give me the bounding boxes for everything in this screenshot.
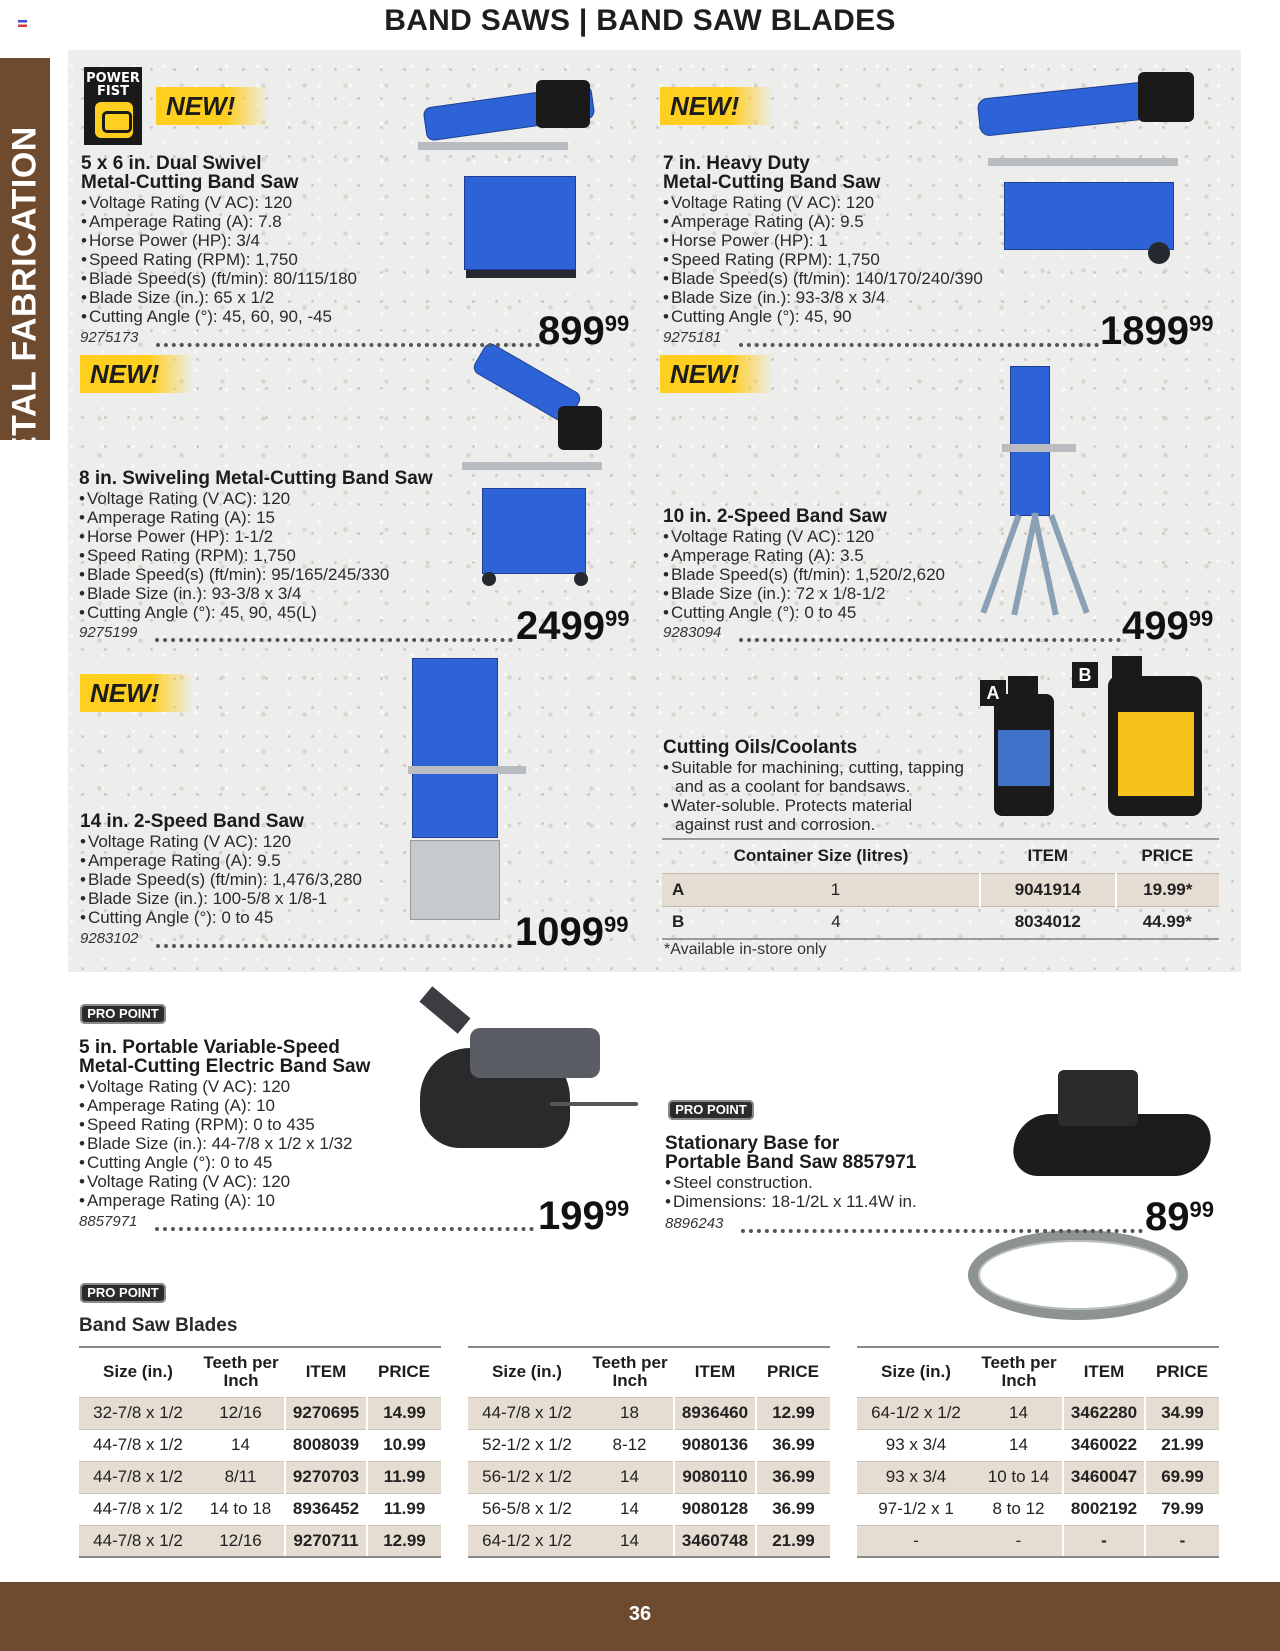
section-tab-label: METAL FABRICATION [5, 126, 44, 488]
product-14in-band-saw [80, 812, 362, 927]
product-title: 14 in. 2-Speed Band Saw [80, 811, 304, 832]
availability-note: *Available in-store only [664, 941, 827, 958]
product-10in-band-saw [663, 507, 945, 622]
table-row: 56-5/8 x 1/2 14 9080128 36.99 [468, 1493, 830, 1525]
fist-icon [95, 102, 133, 138]
spec-list: • Voltage Rating (V AC): 120 • Amperage Rating (A): 7.8 • Horse Power (HP): 3/4 • Speed Rating (RPM): 1,750 • Blade Speed(s) (ft/min): 80/115/180 • Blade Size (in.): 65 x 1/2 • Cutting Angle (°): 45, 60, 90, -45 [81, 193, 357, 326]
spec-list: • Steel construction. • Dimensions: 18-1/2L x 11.4W in. [665, 1173, 917, 1211]
price: $899^{99}$ [538, 309, 630, 353]
product-image-7in-band-saw [978, 72, 1210, 268]
table-row: 44-7/8 x 1/2 8/11 9270703 11.99 [79, 1461, 441, 1493]
blade-table-1: Size (in.) Teeth per Inch ITEM PRICE 32-7/8 x 1/2 12/16 9270695 14.99 44-7/8 x 1/2 14 8008039 10.99 44-7/8 x 1/2 8/11 9270703 11.99 44-7/8 x 1/2 14 to 18 8936452 11.99 44-7/8 x 1/2 12/16 9270711 12.99 [79, 1346, 441, 1558]
label-a: A [980, 680, 1006, 706]
page-number: 36 [628, 1603, 652, 1625]
blade-table-3: Size (in.) Teeth per Inch ITEM PRICE 64-1/2 x 1/2 14 3462280 34.99 93 x 3/4 14 3460022 21.99 93 x 3/4 10 to 14 3460047 69.99 97-1/2 x 1 8 to 12 8002192 79.99 - - - - [857, 1346, 1219, 1558]
product-title: 5 x 6 in. Dual Swivel Metal-Cutting Band Saw [81, 153, 299, 193]
blade-table-2: Size (in.) Teeth per Inch ITEM PRICE 44-7/8 x 1/2 18 8936460 12.99 52-1/2 x 1/2 8-12 9080136 36.99 56-1/2 x 1/2 14 9080110 36.99 56-5/8 x 1/2 14 9080128 36.99 64-1/2 x 1/2 14 3460748 21.99 [468, 1346, 830, 1558]
spec-list: • Voltage Rating (V AC): 120 • Amperage Rating (A): 10 • Speed Rating (RPM): 0 to 435 • Blade Size (in.): 44-7/8 x 1/2 x 1/32 • Cutting Angle (°): 0 to 45 • Voltage Rating (V AC): 120 • Amperage Rating (A): 10 [79, 1077, 370, 1210]
sku-row [665, 1215, 1143, 1237]
page-title: BAND SAWS | BAND SAW BLADES [384, 4, 896, 37]
product-8in-band-saw [79, 469, 433, 622]
col-header: Container Size (litres) [662, 839, 980, 873]
table-row: 64-1/2 x 1/2 14 3460748 21.99 [468, 1525, 830, 1557]
product-image-10in-band-saw [980, 362, 1100, 620]
sku: 9275173 [80, 329, 139, 346]
oil-jug-b-image [1108, 656, 1204, 818]
power-fist-logo: POWER FIST [84, 67, 142, 145]
table-row: 44-7/8 x 1/2 18 8936460 12.99 [468, 1397, 830, 1429]
price: 1099$^{99}$ [515, 910, 629, 954]
spec-list: • Voltage Rating (V AC): 120 • Amperage Rating (A): 9.5 • Blade Speed(s) (ft/min): 1,476/3,280 • Blade Size (in.): 100-5/8 x 1/8-1 • Cutting Angle (°): 0 to 45 [80, 832, 362, 927]
table-row: 44-7/8 x 1/2 12/16 9270711 12.99 [79, 1525, 441, 1557]
table-row: 64-1/2 x 1/2 14 3462280 34.99 [857, 1397, 1219, 1429]
pro-point-logo: PRO POINT [668, 1100, 754, 1120]
new-badge: NEW! [80, 355, 193, 393]
section-tab [0, 58, 50, 488]
product-image-14in-band-saw [408, 658, 528, 922]
sku-row [663, 624, 1121, 646]
product-title: 8 in. Swiveling Metal-Cutting Band Saw [79, 468, 433, 489]
sku: 9283102 [80, 930, 139, 947]
price: $499^{99}$ [1122, 604, 1214, 648]
sku-row [663, 329, 1099, 351]
product-title: 10 in. 2-Speed Band Saw [663, 506, 887, 527]
sku: 8896243 [665, 1215, 724, 1232]
table-row: 44-7/8 x 1/2 14 to 18 8936452 11.99 [79, 1493, 441, 1525]
product-5x6-band-saw [81, 154, 357, 326]
price: $199^{99}$ [538, 1194, 630, 1238]
spec-list: • Voltage Rating (V AC): 120 • Amperage Rating (A): 15 • Horse Power (HP): 1-1/2 • Speed Rating (RPM): 1,750 • Blade Speed(s) (ft/min): 95/165/245/330 • Blade Size (in.): 93-3/8 x 3/4 • Cutting Angle (°): 45, 90, 45(L) [79, 489, 433, 622]
product-title: Cutting Oils/Coolants [663, 737, 858, 758]
sku-row [79, 1213, 534, 1235]
product-title: 7 in. Heavy Duty Metal-Cutting Band Saw [663, 153, 881, 193]
product-stationary-base [665, 1134, 917, 1211]
product-title: 5 in. Portable Variable-Speed Metal-Cutting Electric Band Saw [79, 1037, 371, 1077]
sku: 9275199 [79, 624, 138, 641]
sku-row [80, 930, 512, 952]
col-header: PRICE [1116, 839, 1219, 873]
new-badge: NEW! [156, 87, 269, 125]
new-badge: NEW! [660, 355, 773, 393]
col-header: ITEM [980, 839, 1116, 873]
table-row: A 1 9041914 19.99* [662, 873, 1219, 906]
table-row: B 4 8034012 44.99* [662, 906, 1219, 939]
oil-price-table [662, 838, 1219, 940]
pro-point-logo: PRO POINT [80, 1004, 166, 1024]
product-image-8in-band-saw [462, 356, 608, 588]
price: 1899$^{99}$ [1100, 309, 1214, 353]
product-title: Stationary Base for Portable Band Saw 8857971 [665, 1133, 917, 1173]
spec-list: • Voltage Rating (V AC): 120 • Amperage Rating (A): 9.5 • Horse Power (HP): 1 • Speed Rating (RPM): 1,750 • Blade Speed(s) (ft/min): 140/170/240/390 • Blade Size (in.): 93-3/8 x 3/4 • Cutting Angle (°): 45, 90 [663, 193, 983, 326]
product-portable-band-saw [79, 1038, 370, 1210]
new-badge: NEW! [660, 87, 773, 125]
pro-point-logo: PRO POINT [80, 1283, 166, 1303]
table-row: 52-1/2 x 1/2 8-12 9080136 36.99 [468, 1429, 830, 1461]
blades-heading: Band Saw Blades [79, 1315, 238, 1336]
price: 2499$^{99}$ [516, 604, 630, 648]
sku: 9275181 [663, 329, 722, 346]
table-row: 97-1/2 x 1 8 to 12 8002192 79.99 [857, 1493, 1219, 1525]
product-image-blade-ring [968, 1230, 1190, 1322]
price: $89^{99}$ [1145, 1195, 1214, 1239]
table-row: 93 x 3/4 10 to 14 3460047 69.99 [857, 1461, 1219, 1493]
sku-row [79, 624, 513, 646]
new-badge: NEW! [80, 674, 193, 712]
table-row: - - - - [857, 1525, 1219, 1557]
product-image-5x6-band-saw [418, 76, 602, 288]
product-image-stationary-base [1014, 1064, 1214, 1188]
table-row: 93 x 3/4 14 3460022 21.99 [857, 1429, 1219, 1461]
label-b: B [1072, 662, 1098, 688]
spec-list: • Voltage Rating (V AC): 120 • Amperage Rating (A): 3.5 • Blade Speed(s) (ft/min): 1,520/2,620 • Blade Size (in.): 72 x 1/8-1/2 • Cutting Angle (°): 0 to 45 [663, 527, 945, 622]
table-row: 56-1/2 x 1/2 14 9080110 36.99 [468, 1461, 830, 1493]
sku: 9283094 [663, 624, 722, 641]
product-image-portable-band-saw [380, 998, 642, 1156]
sku-row [80, 329, 540, 351]
table-row: 44-7/8 x 1/2 14 8008039 10.99 [79, 1429, 441, 1461]
cutting-oils-block [663, 738, 964, 834]
sku: 8857971 [79, 1213, 138, 1230]
product-7in-band-saw [663, 154, 983, 326]
table-row: 32-7/8 x 1/2 12/16 9270695 14.99 [79, 1397, 441, 1429]
page-footer [0, 1582, 1280, 1651]
spec-list: • Suitable for machining, cutting, tapping and as a coolant for bandsaws. • Water-soluble. Protects material against rust and corrosion. [663, 758, 964, 834]
